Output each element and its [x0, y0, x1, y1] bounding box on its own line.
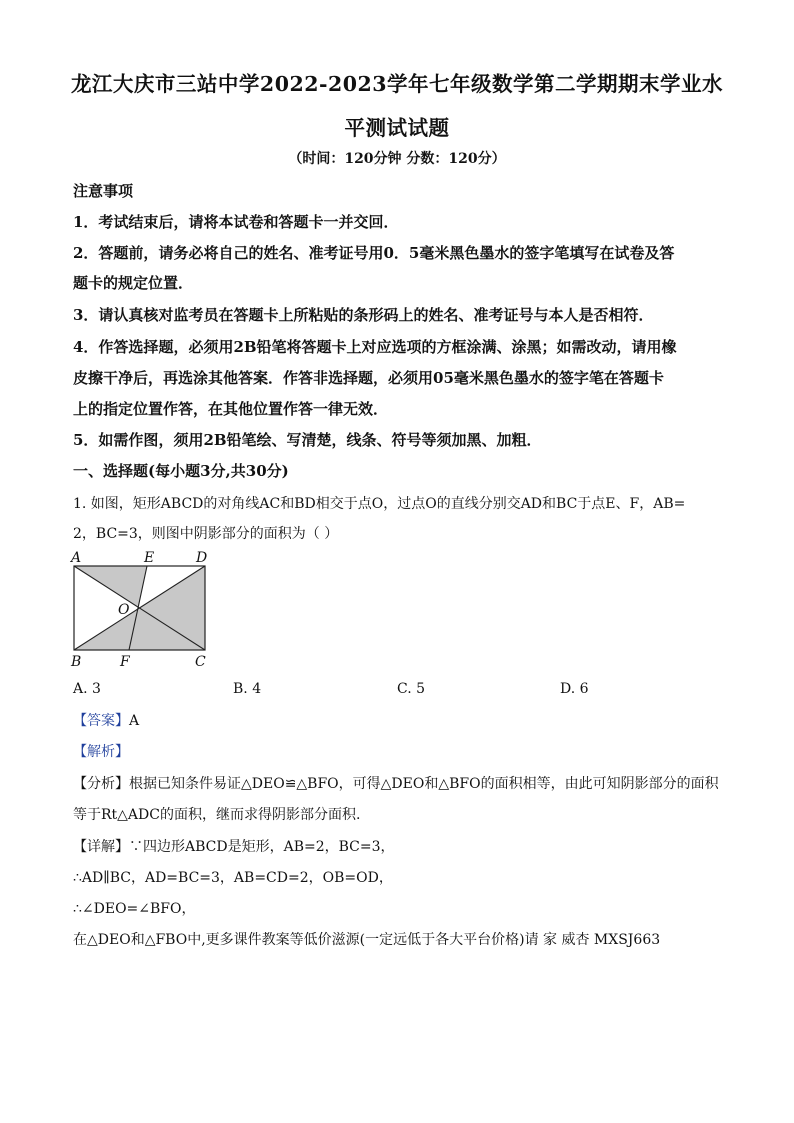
- option-b: B. 4: [233, 681, 262, 697]
- detail-text-1: ∵四边形ABCD是矩形，AB=2，BC=3，: [129, 839, 395, 855]
- fenxi-line-1: [73, 774, 733, 794]
- answer-tag: 【答案】: [73, 713, 129, 729]
- label-d: D: [196, 550, 208, 566]
- note-item-5: 5．如需作图，须用2B铅笔绘、写清楚，线条、符号等须加黑、加粗．: [73, 431, 542, 449]
- label-f: F: [120, 654, 130, 670]
- note-item-2-cont: 题卡的规定位置．: [73, 274, 194, 292]
- exam-title-line1: 龙江大庆市三站中学2022-2023学年七年级数学第二学期期末学业水: [70, 72, 724, 96]
- label-a: A: [71, 550, 82, 566]
- note-item-4-cont2: 上的指定位置作答，在其他位置作答一律无效．: [73, 400, 389, 418]
- option-a: A. 3: [73, 681, 101, 697]
- note-item-2: 2．答题前，请务必将自己的姓名、准考证号用0．5毫米黑色墨水的签字笔填写在试卷及答: [73, 244, 675, 262]
- answer-line: [73, 711, 733, 731]
- detail-tag: 【详解】: [73, 839, 129, 855]
- fenxi-line-2: 等于Rt△ADC的面积，继而求得阴影部分面积.: [73, 807, 361, 823]
- fenxi-tag: 【分析】: [73, 776, 129, 792]
- option-c: C. 5: [397, 681, 426, 697]
- note-item-4: 4．作答选择题，必须用2B铅笔将答题卡上对应选项的方框涂满、涂黑；如需改动，请用橡: [73, 338, 677, 356]
- question-1-line2: 2，BC=3，则图中阴影部分的面积为（ ）: [73, 526, 339, 542]
- section-heading: 一、选择题(每小题3分,共30分): [73, 462, 289, 480]
- analysis-tag: 【解析】: [73, 744, 129, 760]
- detail-line-1: [73, 837, 733, 857]
- label-e: E: [144, 550, 155, 566]
- note-item-3: 3．请认真核对监考员在答题卡上所粘贴的条形码上的姓名、准考证号与本人是否相符．: [73, 306, 654, 324]
- detail-line-2: ∴AD∥BC，AD=BC=3，AB=CD=2，OB=OD，: [73, 870, 393, 886]
- answer-value: A: [129, 713, 140, 729]
- fenxi-text-1: 根据已知条件易证△DEO≌△BFO，可得△DEO和△BFO的面积相等，由此可知阴影部分的面积: [129, 776, 719, 792]
- rectangle-figure: [68, 548, 218, 676]
- question-1-line1: 1. 如图，矩形ABCD的对角线AC和BD相交于点O，过点O的直线分别交AD和BC于点E、F，AB=: [73, 496, 686, 512]
- note-item-1: 1．考试结束后，请将本试卷和答题卡一并交回．: [73, 213, 399, 231]
- label-b: B: [71, 654, 82, 670]
- detail-line-3: ∴∠DEO=∠BFO，: [73, 901, 196, 917]
- label-c: C: [195, 654, 206, 670]
- notes-heading: 注意事项: [73, 182, 134, 200]
- analysis-line: [73, 742, 733, 762]
- detail-line-4: 在△DEO和△FBO中,更多课件教案等低价滋源(一定远低于各大平台价格)请 家 威杏 MXSJ663: [73, 932, 661, 948]
- note-item-4-cont1: 皮擦干净后，再选涂其他答案．作答非选择题，必须用05毫米黑色墨水的签字笔在答题卡: [73, 369, 664, 387]
- label-o: O: [118, 602, 130, 618]
- exam-title-line2: 平测试试题: [344, 116, 450, 140]
- option-d: D. 6: [560, 681, 589, 697]
- exam-meta: （时间：120分钟 分数：120分）: [288, 151, 506, 167]
